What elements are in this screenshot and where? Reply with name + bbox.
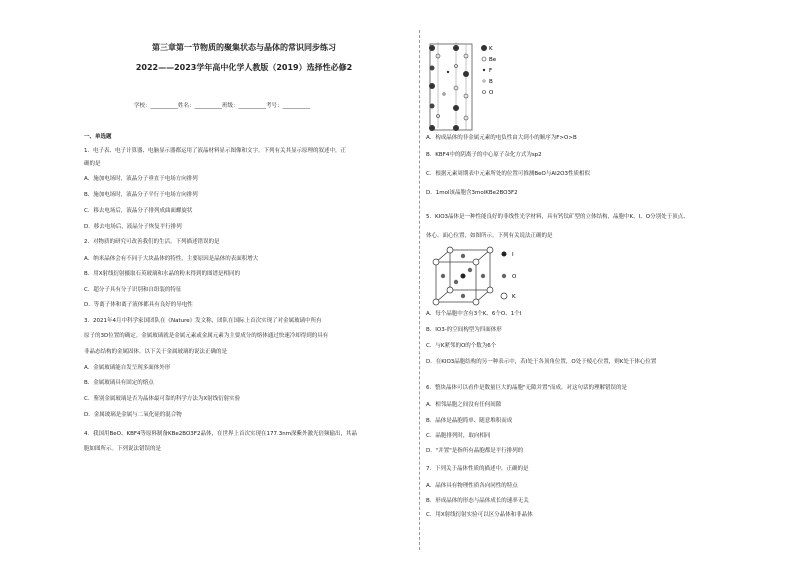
fig2-k-atom bbox=[487, 247, 493, 253]
question-text-line: 非晶态结构的金属固体。以下关于金属玻璃的说法正确的是 bbox=[84, 349, 228, 355]
fig1-atom bbox=[453, 125, 459, 131]
fig2-legend bbox=[501, 252, 517, 301]
question-text-line: 2．对物质的研究可改善我们的生活。下列描述错误的是 bbox=[84, 239, 220, 245]
fig1-atom bbox=[453, 105, 459, 111]
fig1-atom bbox=[430, 66, 435, 71]
fig2-k-atom bbox=[447, 287, 453, 293]
question-text-line: 7．下列关于晶体性质的描述中，正确的是 bbox=[426, 466, 529, 472]
legend-b-label: B bbox=[489, 79, 493, 85]
question-text-line: 胞如图所示。下列说法错误的是 bbox=[84, 446, 162, 452]
legend-k-label: K bbox=[489, 46, 493, 52]
fig1-atom bbox=[443, 93, 445, 95]
question-text-line: A．施加电场时，液晶分子垂直于电场方向排列 bbox=[84, 176, 198, 182]
worksheet-title: 第三章第一节物质的聚集状态与晶体的常识同步练习 bbox=[152, 43, 336, 52]
question-text-line: B．KBF4中的阴离子的中心原子杂化方式为sp2 bbox=[426, 152, 542, 158]
question-text-line: 确的是 bbox=[84, 161, 101, 167]
fig1-atom bbox=[429, 83, 435, 89]
question-text-line: C．鉴别金属玻璃是否为晶体最可靠的科学方法为X射线衍射实验 bbox=[84, 396, 241, 402]
question-text-line: D．移去电场后，液晶分子恢复平行排列 bbox=[84, 224, 182, 230]
fig2-k-atom bbox=[447, 247, 453, 253]
worksheet-subtitle: 2022——2023学年高中化学人教版（2019）选择性必修2 bbox=[135, 63, 353, 72]
fig2-o-atom bbox=[468, 268, 472, 272]
legend-i-marker bbox=[502, 252, 507, 257]
fig2-k-atom bbox=[433, 299, 439, 305]
section-heading: 一、单选题 bbox=[84, 134, 112, 140]
right-column bbox=[426, 0, 726, 562]
fig1-atom bbox=[463, 71, 469, 77]
question-text-line: A．金属玻璃能自发呈现多面体外形 bbox=[84, 365, 171, 371]
fig2-o-atom bbox=[461, 254, 465, 258]
page-divider bbox=[419, 30, 420, 550]
question-text-line: A．每个晶胞中含有3个K、6个O、1个I bbox=[426, 311, 522, 317]
question-text-line: D．1mol该晶胞含3molKBe2BO3F2 bbox=[426, 190, 518, 196]
fig1-atom bbox=[429, 45, 435, 51]
fig1-atom bbox=[430, 104, 435, 109]
question-text-line: C．根据元素周期表中元素所处的位置可推测BeO与Al2O3性质相似 bbox=[426, 171, 590, 177]
question-text-line: 5．KIO3晶体是一种性能良好的非线性光学材料，具有钙钛矿型的立体结构，晶胞中K、I、O分别处于顶点、 bbox=[426, 214, 689, 220]
question-text-line: C．用X射线衍射实验可以区分晶体和非晶体 bbox=[426, 512, 533, 518]
question-text-line: D．"并置"是指所有晶胞都是平行排列的 bbox=[426, 448, 524, 454]
question-text-line: 3．2021年4月中科学家国团队在《Nature》发文称，团队在国际上首次实现了对金属玻璃中所有 bbox=[84, 318, 322, 324]
question-text-line: D．等离子体和离子液体都具有良好的导电性 bbox=[84, 302, 193, 308]
kio3-unit-cell-figure bbox=[432, 246, 542, 306]
legend-k2-marker bbox=[501, 293, 507, 299]
fig2-o-atom bbox=[441, 274, 445, 278]
fig2-i-atom bbox=[461, 274, 466, 279]
question-text-line: B．IO3-的空间构型为四面体形 bbox=[426, 327, 502, 333]
question-text-line: A．晶体具有物理性质各向同性的特点 bbox=[426, 483, 518, 489]
question-text-line: B．晶体是晶胞简单、随意堆积而成 bbox=[426, 418, 513, 424]
fig2-o-atom bbox=[454, 280, 458, 284]
question-text-line: D．金属玻璃是金属与二氧化硅的混合物 bbox=[84, 412, 182, 418]
fig1-atom bbox=[453, 45, 459, 51]
legend-o-label: O bbox=[489, 90, 494, 96]
legend-i-label: I bbox=[512, 252, 514, 258]
fig1-atom-group bbox=[429, 45, 469, 131]
question-text-line: A．纳米晶体会有不同于大块晶体的特性，主要原因是晶体的表面积增大 bbox=[84, 256, 259, 262]
fig2-o-atom bbox=[481, 274, 485, 278]
legend-be-marker bbox=[482, 57, 486, 61]
fig1-atom bbox=[429, 125, 435, 131]
legend-f-marker bbox=[483, 69, 485, 71]
question-text-line: C．移去电场后，液晶分子排列成曲面螺旋状 bbox=[84, 208, 193, 214]
question-text-line: A．相邻晶胞之间没有任何间隙 bbox=[426, 402, 502, 408]
question-text-line: B．施加电场时，液晶分子平行于电场方向排列 bbox=[84, 192, 198, 198]
question-text-line: 6．整块晶体可以看作是数量巨大的晶胞"无隙并置"而成。对这句话的理解错误的是 bbox=[426, 385, 628, 391]
fig2-atom-group bbox=[433, 247, 493, 305]
question-text-line: A．构成晶体的非金属元素的电负性由大到小的顺序为F>O>B bbox=[426, 135, 577, 141]
fig2-k-atom bbox=[487, 287, 493, 293]
question-text-line: C．晶胞排列时，取向相同 bbox=[426, 433, 491, 439]
question-text-line: 4．我国用BeO、KBF4等原料制备KBe2BO3F2晶体，在世界上首次实现在177.3nm深紫外激光倍频输出，其晶 bbox=[84, 431, 358, 437]
legend-be-label: Be bbox=[489, 57, 497, 63]
legend-o-marker bbox=[483, 91, 486, 94]
fig2-k-atom bbox=[473, 299, 479, 305]
legend-b-marker bbox=[483, 80, 485, 82]
legend-k2-label: K bbox=[512, 294, 516, 300]
question-text-line: C．与K紧邻的O的个数为6个 bbox=[426, 343, 497, 349]
fig1-legend bbox=[481, 45, 497, 96]
fig2-o-atom bbox=[461, 294, 465, 298]
student-info-line: 学校：__________姓名：__________班级：__________考号：__________ bbox=[134, 103, 311, 109]
fig1-atom bbox=[447, 71, 449, 73]
legend-o2-marker bbox=[502, 274, 506, 278]
legend-k-marker bbox=[481, 45, 487, 51]
fig2-k-atom bbox=[433, 259, 439, 265]
question-text-line: B．金属玻璃具有固定的熔点 bbox=[84, 380, 154, 386]
legend-f-label: F bbox=[489, 68, 493, 74]
kbe2bo3f2-unit-cell-figure bbox=[426, 42, 506, 134]
question-text-line: C．超分子具有分子识别和自组装的特征 bbox=[84, 287, 182, 293]
question-text-line: 1．电子表、电子计算器、电脑显示器都运用了液晶材料显示图像和文字。下列有关其显示原理的叙述中，正 bbox=[84, 148, 347, 154]
question-text-line: D．在KIO3晶胞结构的另一种表示中，若I处于各顶角位置，O处于棱心位置，则K处于体心位置 bbox=[426, 359, 657, 365]
question-text-line: B．形成晶体的形态与晶体成长的速率无关 bbox=[426, 498, 529, 504]
left-column bbox=[78, 0, 410, 562]
question-text-line: 体心、面心位置，如图所示。下列有关说法正确的是 bbox=[426, 233, 553, 239]
question-text-line: B．用X射线衍射摄取石英玻璃和水晶的粉末得到的图谱是相同的 bbox=[84, 271, 241, 277]
fig2-k-atom bbox=[473, 259, 479, 265]
legend-o2-label: O bbox=[512, 274, 517, 280]
question-text-line: 原子的3D位置的确定。金属玻璃就是金属元素或金属元素为主要成分的熔体通过快速冷却得到的具有 bbox=[84, 333, 329, 339]
